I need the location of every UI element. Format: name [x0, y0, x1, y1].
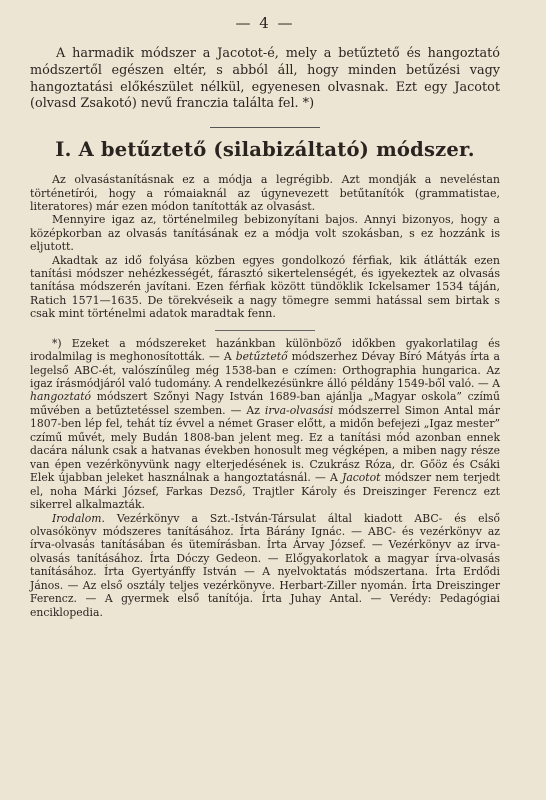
footnote-divider	[215, 330, 315, 331]
section-divider	[210, 127, 320, 128]
footnote-term: betűztető	[235, 350, 288, 364]
page-number: — 4 —	[235, 14, 295, 32]
footnote-term: Jacotot	[341, 471, 381, 485]
bibliography-text: Vezérkönyv a Szt.-István-Társulat által kiadott ABC- és első olvasókönyv módszeres tanításához. Írta Bárány Ignác. — ABC- és vezérkönyv az írva-olvasás tanításában és ütemírásban. Írta Árvay József. — Vezérkönyv az írva-olvasás tanításához. Írta Dóczy Gedeon. — Előgyakorlatok a magyar írva-olvasás tanításához. Írta Gyertyánffy István — A nyelvoktatás módszertana. Írta Erdődi János. — Az első osztály teljes vezérkönyve. Herbart-Ziller nyomán. Írta Dreiszinger Ferencz. — A gyermek első tanítója. Írta Juhay Antal. — Verédy: Pedagógiai enciklopedia.	[30, 511, 500, 619]
footnote-text: módszert Szőnyi Nagy István 1689-ban ajánlja „Magyar oskola” czímű művében a betűztetéssel szemben. — Az	[30, 390, 500, 417]
footnote-text: módszerhez Dévay Bíró Mátyás írta a legelső ABC-ét, valószínűleg még 1538-ban e czímen: Orthographia hungarica. Az igaz írásmódjáról való tudomány. A rendelkezésünkre álló példány 1549-ből való. — A	[30, 350, 500, 391]
footnote-text: módszerrel Simon Antal már 1807-ben lép fel, tehát tíz évvel a német Graser előtt, a midőn befejezi „Igaz mester” czímű művét, mely Budán 1808-ban jelent meg. Ez a tanítási mód azonban ennek dacára nálunk csak a hatvanas években honosult meg végképen, a miben nagy része van épen vezérkönyvünk nagy elterjedésének is. Czukrász Róza, dr. Gőöz és Csáki Elek újabban jeleket használnak a hangoztatásnál. — A	[30, 403, 500, 485]
footnote-term: hangoztató	[30, 390, 92, 404]
intro-paragraph: A harmadik módszer a Jacotot-é, mely a betűztető és hangoztató módszertől egészen eltér, s abból áll, hogy minden betűzési vagy hangoztatási előkészület nélkül, egyenesen olvasnak. Ezt egy Jacotot (olvasd Zsakotó) nevű franczia találta fel. *)	[30, 46, 500, 112]
bibliography-label: Irodalom.	[52, 511, 105, 525]
bibliography-paragraph	[30, 512, 500, 620]
body-paragraph: Mennyire igaz az, történelmileg bebizonyítani bajos. Annyi bizonyos, hogy a középkorban az olvasás tanításának ez a módja volt szokásban, s ez hozzánk is eljutott.	[30, 213, 500, 254]
body-paragraph: Az olvasástanításnak ez a módja a legrégibb. Azt mondják a neveléstan történetírói, hogy a rómaiaknál az úgynevezett betűtanítók (grammatistae, literatores) már ezen módon tanították az olvasást.	[30, 173, 500, 213]
body-paragraph: Akadtak az idő folyása közben egyes gondolkozó férfiak, kik átlátták ezen tanítási módszer nehézkességét, fárasztó sikertelenségét, és igyekeztek az olvasás tanítása módszerén javítani. Ezen férfiak között tündöklik Ickelsamer 1534 táján, Ratich 1571—1635. De törekvéseik a nagy tömegre semmi hatással sem birtak s csak mint történelmi adatok maradtak fenn.	[30, 253, 500, 321]
footnote-text: módszer nem terjedt el, noha Márki József, Farkas Dezső, Trajtler Károly és Dreiszinger Ferencz ezt sikerrel alkalmazták.	[30, 471, 500, 512]
section-heading: I. A betűztető (silabizáltató) módszer.	[55, 138, 475, 162]
footnote-term: irva-olvasási	[264, 403, 334, 417]
footnote-text: *) Ezeket a módszereket hazánkban különböző időkben gyakorlatilag és irodalmilag is meghonosították. — A	[30, 336, 500, 364]
footnote-paragraph	[30, 337, 500, 512]
